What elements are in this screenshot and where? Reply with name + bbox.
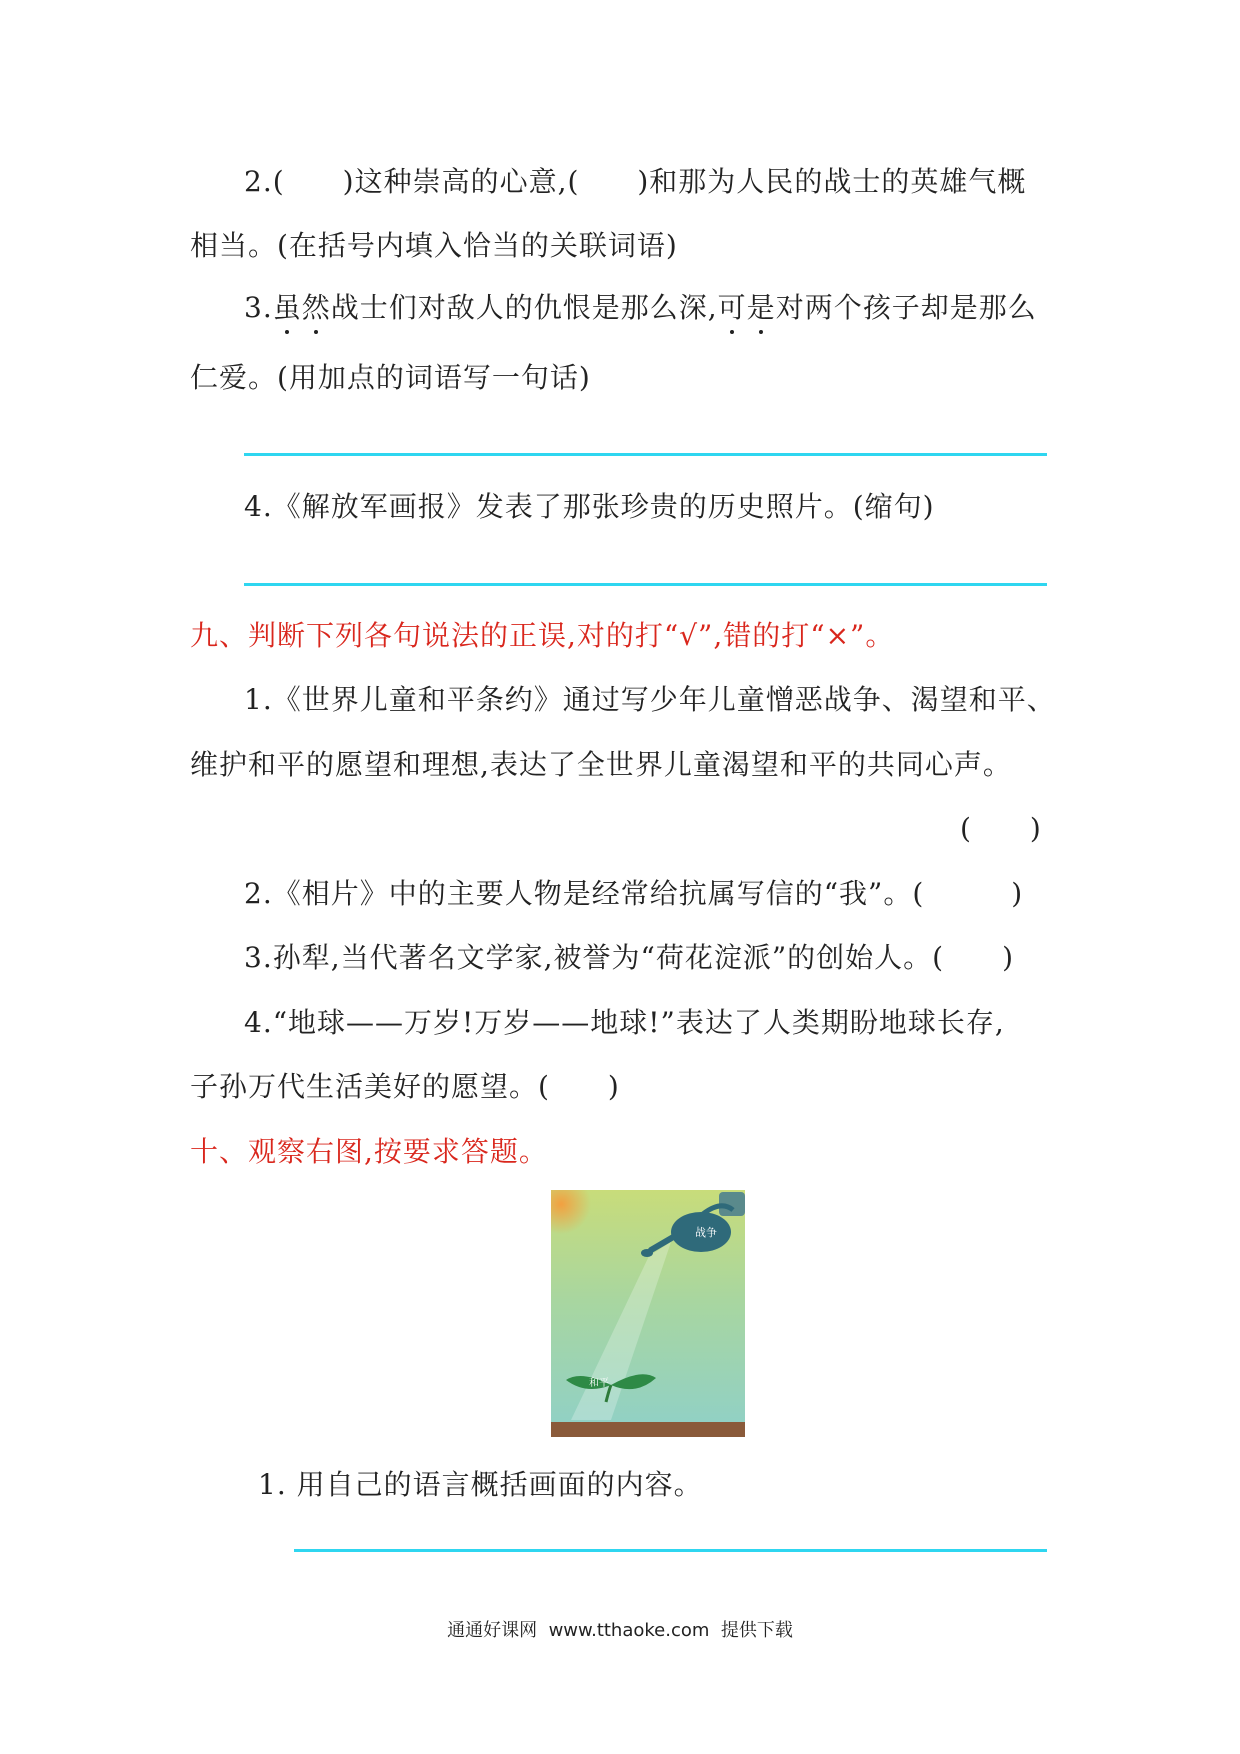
q8-3-prefix: 3. [244,291,273,324]
footer-text: 通通好课网 www.tthaoke.com 提供下载 [447,1620,793,1641]
q8-3-middle: 战士们对敌人的仇恨是那么深, [330,291,718,324]
dotted-char: 是 [747,288,776,328]
dotted-char: 然 [302,288,331,328]
q9-3-line: 3.孙犁,当代著名文学家,被誉为“荷花淀派”的创始人。( ) [244,941,1014,974]
q8-4-line1: 4.《解放军画报》发表了那张珍贵的历史照片。(缩句) [244,490,935,523]
dotted-char: 可 [718,288,747,328]
q8-3-suffix: 对两个孩子却是那么 [775,291,1037,324]
ground-shape [551,1422,745,1437]
can-label: 战争 [695,1226,717,1239]
q8-2-line1: 2.( )这种崇高的心意,( )和那为人民的战士的英雄气概 [244,165,1027,198]
q10-1-line: 1. 用自己的语言概括画面的内容。 [258,1468,703,1501]
q9-4-line1: 4.“地球——万岁!万岁——地球!”表达了人类期盼地球长存, [244,1006,1005,1039]
dotted-char: 虽 [273,288,302,328]
q8-3-line2: 仁爱。(用加点的词语写一句话) [190,361,591,394]
q9-1-answer-paren[interactable]: ( ) [960,812,1042,845]
q9-1-line2: 维护和平的愿望和理想,表达了全世界儿童渴望和平的共同心声。 [190,748,1012,781]
q9-2-line: 2.《相片》中的主要人物是经常给抗属写信的“我”。( ) [244,877,1024,910]
illustration-watering-can-seedling [551,1190,745,1437]
section10-heading: 十、观察右图,按要求答题。 [190,1135,548,1168]
section9-heading: 九、判断下列各句说法的正误,对的打“√”,错的打“×”。 [190,619,895,652]
answer-line[interactable] [244,583,1047,586]
q9-1-line1: 1.《世界儿童和平条约》通过写少年儿童憎恶战争、渴望和平、 [244,683,1056,716]
q9-4-line2: 子孙万代生活美好的愿望。( ) [190,1070,620,1103]
leaf-label: 和平 [589,1378,609,1389]
answer-line[interactable] [294,1549,1047,1552]
q8-3-line1 [244,288,1037,328]
q8-2-line2: 相当。(在括号内填入恰当的关联词语) [190,229,678,262]
answer-line[interactable] [244,453,1047,456]
